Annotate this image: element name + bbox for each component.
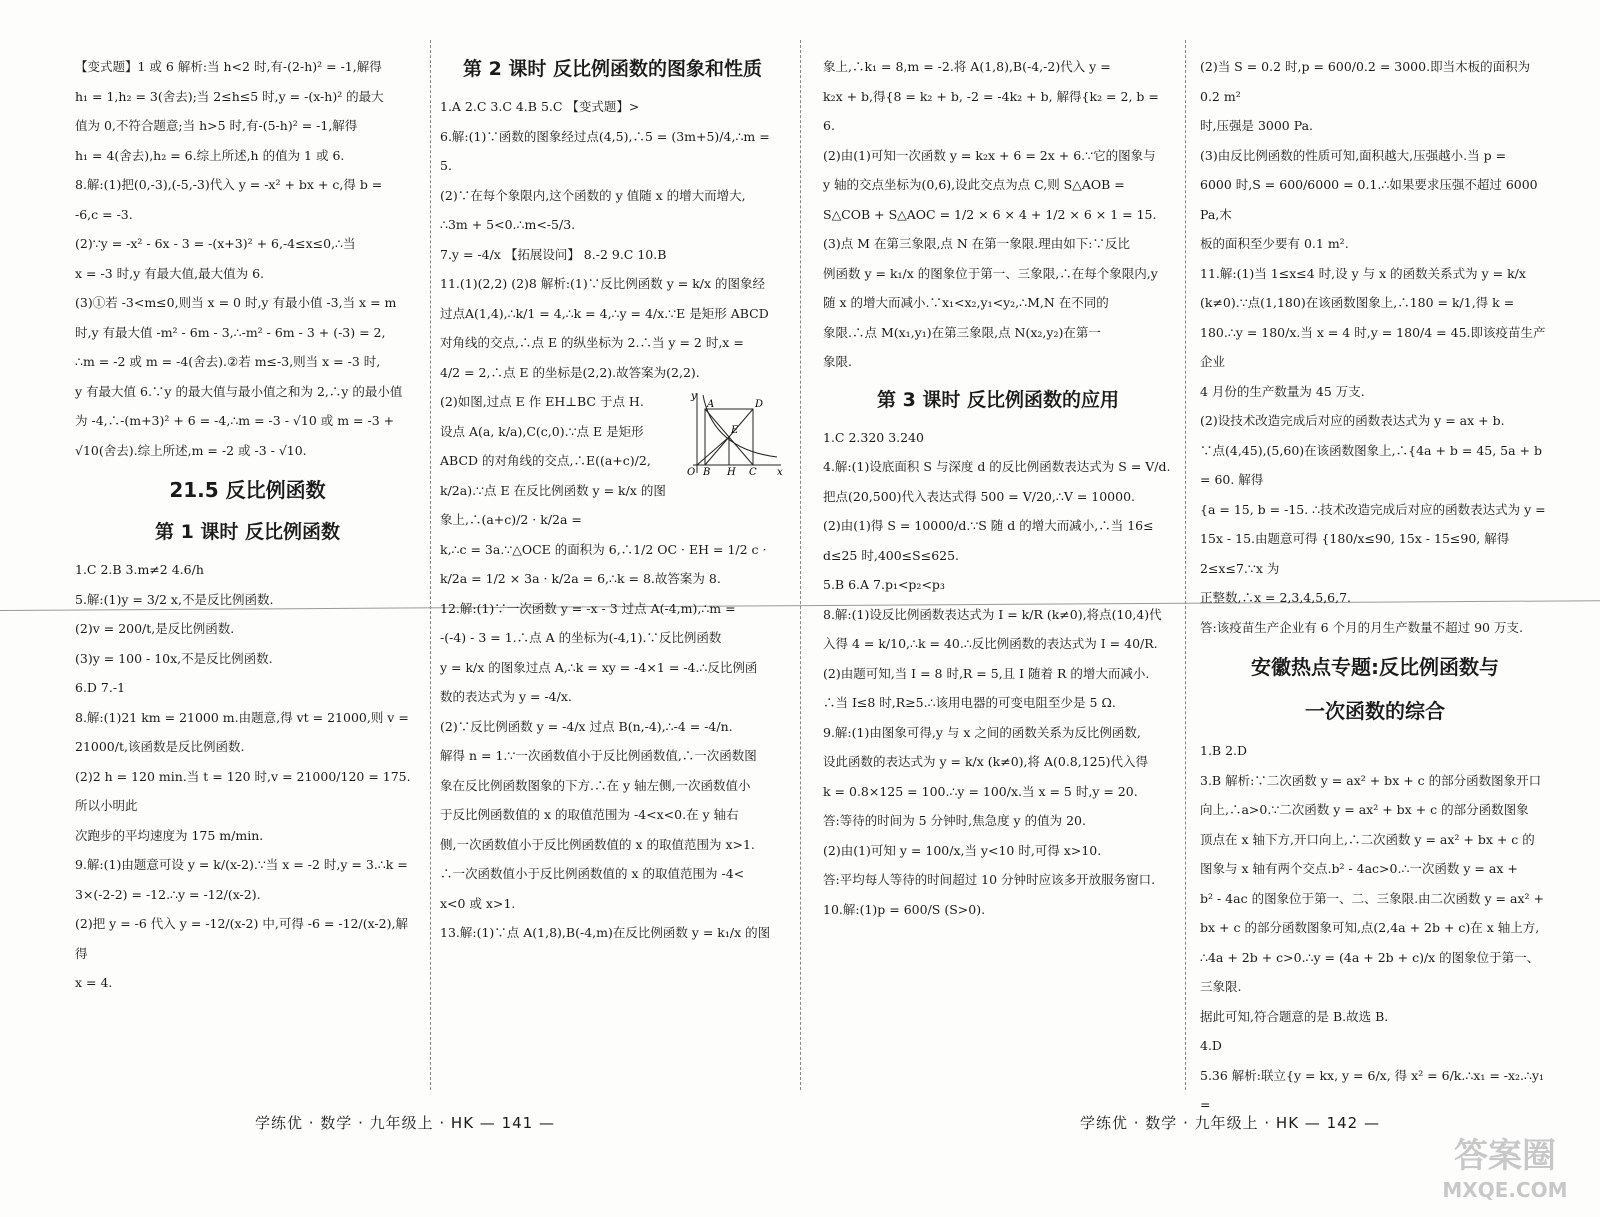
text-line: -6,c = -3. [75,206,133,222]
text-line: 设此函数的表达式为 y = k/x (k≠0),将 A(0.8,125)代入得 [823,754,1148,769]
text-line: k/2a = 1/2 × 3a · k/2a = 6,∴k = 8.故答案为 8. [440,571,721,586]
text-line: 3×(-2-2) = -12.∴y = -12/(x-2). [75,886,261,902]
text-line: 8.解:(1)设反比例函数表达式为 I = k/R (k≠0),将点(10,4)代 [823,606,1162,622]
text-line: ∴一次函数值小于反比例函数值的 x 的取值范围为 -4< [440,866,745,881]
text-line: (2)把 y = -6 代入 y = -12/(x-2) 中,可得 -6 = -12/(x-2),解得 [75,916,408,961]
lesson-title: 第 3 课时 反比例函数的应用 [876,388,1120,411]
text-line: S△COB + S△AOC = 1/2 × 6 × 4 + 1/2 × 6 × 1 = 15. [823,206,1157,222]
text-line: 解得 n = 1.∵一次函数值小于反比例函数值,∴一次函数图 [440,748,757,763]
text-line: bx + c 的部分函数图象可知,点(2,4a + 2b + c)在 x 轴上方, [1200,920,1540,935]
figure-label: x [777,467,783,477]
column-divider [430,40,431,1090]
text-line: (3)①若 -3<m≤0,则当 x = 0 时,y 有最小值 -3,当 x = m [75,295,397,310]
text-line: 时,压强是 3000 Pa. [1200,118,1314,133]
text-line: 8.解:(1)21 km = 21000 m.由题意,得 vt = 21000,则 v = [75,709,409,725]
column-2 [440,52,785,948]
text-line: 据此可知,符合题意的是 B.故选 B. [1200,1008,1389,1024]
text-line: 4.D [1200,1038,1222,1053]
text-line: 象上,∴k₁ = 8,m = -2.将 A(1,8),B(-4,-2)代入 y = [823,59,1111,74]
text-line: x = 4. [75,975,113,990]
text-line: 顶点在 x 轴下方,开口向上,∴二次函数 y = ax² + bx + c 的 [1200,831,1535,847]
text-line: (3)点 M 在第三象限,点 N 在第一象限.理由如下:∵反比 [823,236,1130,251]
text-line: 数的表达式为 y = -4/x. [440,689,572,704]
text-line: 答:等待的时间为 5 分钟时,焦急度 y 的值为 20. [823,813,1086,828]
figure-label: H [727,467,736,477]
watermark-logo [1420,1125,1590,1205]
text-line: 答:该疫苗生产企业有 6 个月的月生产数量不超过 90 万支. [1200,619,1523,635]
text-line: 正整数,∴x = 2,3,4,5,6,7. [1200,590,1352,605]
figure-label: B [703,467,711,477]
text-line: 次跑步的平均速度为 175 m/min. [75,827,264,843]
figure-label: A [707,399,715,410]
text-line: 21000/t,该函数是反比例函数. [75,739,245,754]
text-line: 15x - 15.由题意可得 {180/x≤90, 15x - 15≤90, 解得 2≤x≤7.∵x 为 [1200,531,1510,576]
text-line: 9.解:(1)由图象可得,y 与 x 之间的函数关系为反比例函数, [823,724,1141,740]
text-line: 11.解:(1)当 1≤x≤4 时,设 y 与 x 的函数关系式为 y = k/x [1200,265,1526,281]
text-line: 为 -4,∴-(m+3)² + 6 = -4,∴m = -3 - √10 或 m = -3 + [75,413,395,428]
text-line: 【变式题】1 或 6 解析:当 h<2 时,有-(2-h)² = -1,解得 [75,59,382,74]
text-line: (2)∵y = -x² - 6x - 3 = -(x+3)² + 6,-4≤x≤0,∴当 [75,236,356,251]
section-title: 安徽热点专题:反比例函数与 [1251,655,1499,679]
figure-label: E [731,425,739,436]
text-line: x<0 或 x>1. [440,895,516,911]
figure-stroke [697,437,729,465]
column-divider [800,40,801,1090]
text-line: (2)v = 200/t,是反比例函数. [75,621,235,636]
text-line: h₁ = 4(舍去),h₂ = 6.综上所述,h 的值为 1 或 6. [75,147,345,163]
text-line: y 轴的交点坐标为(0,6),设此交点为点 C,则 S△AOB = [823,177,1125,192]
text-line: 时,y 有最大值 -m² - 6m - 3,∴-m² - 6m - 3 + (-3) = 2, [75,324,386,340]
figure-label: O [687,467,696,477]
text-line: 4.解:(1)设底面积 S 与深度 d 的反比例函数表达式为 S = V/d. [823,459,1171,474]
lesson-title: 第 1 课时 反比例函数 [154,521,341,543]
text-line: 1.A 2.C 3.C 4.B 5.C 【变式题】> [440,99,640,114]
text-line: 对角线的交点,∴点 E 的纵坐标为 2.∴当 y = 2 时,x = [440,335,744,350]
text-line: (3)由反比例函数的性质可知,面积越大,压强越小.当 p = [1200,147,1507,163]
text-line: (2)由(1)可知 y = 100/x,当 y<10 时,可得 x>10. [823,842,1102,858]
text-line: ∴m = -2 或 m = -4(舍去).②若 m≤-3,则当 x = -3 时, [75,354,381,369]
text-line: 11.(1)(2,2) (2)8 解析:(1)∵反比例函数 y = k/x 的图象经 [440,276,766,291]
text-line: 象在反比例函数图象的下方.∴在 y 轴左侧,一次函数值小 [440,777,751,793]
text-line: 设点 A(a, k/a),C(c,0).∵点 E 是矩形 [440,423,644,439]
text-line: 随 x 的增大而减小.∵x₁<x₂,y₁<y₂,∴M,N 在不同的 [823,295,1109,310]
column-1 [75,52,420,998]
text-line: 13.解:(1)∵点 A(1,8),B(-4,m)在反比例函数 y = k₁/x 的图 [440,925,771,940]
text-line: (2)∵在每个象限内,这个函数的 y 值随 x 的增大而增大, [440,187,746,203]
text-line: 把点(20,500)代入表达式得 500 = V/20,∴V = 10000. [823,488,1135,504]
text-line: 9.解:(1)由题意可设 y = k/(x-2).∵当 x = -2 时,y = 3.∴k = [75,857,408,872]
text-line: (2)由题可知,当 I = 8 时,R = 5,且 I 随着 R 的增大而减小. [823,665,1150,681]
text-line: (2)当 S = 0.2 时,p = 600/0.2 = 3000.即当木板的面积为 0.2 m² [1200,59,1531,104]
text-line: 180.∴y = 180/x.当 x = 4 时,y = 180/4 = 45.即该疫苗生产企业 [1200,324,1546,369]
lesson-title: 第 2 课时 反比例函数的图象和性质 [462,58,763,80]
text-line: (2)由(1)可知一次函数 y = k₂x + 6 = 2x + 6.∵它的图象与 [823,147,1156,163]
text-line: y = k/x 的图象过点 A,∴k = xy = -4×1 = -4.∴反比例函 [440,659,758,675]
text-line: 5.解:(1)y = 3/2 x,不是反比例函数. [75,591,274,607]
text-line: 6000 时,S = 600/6000 = 0.1.∴如果要求压强不超过 6000 Pa,木 [1200,177,1538,222]
text-line: y 有最大值 6.∵y 的最大值与最小值之和为 2,∴y 的最小值 [75,383,403,399]
text-line: 4 月份的生产数量为 45 万支. [1200,383,1365,399]
text-line: ∴3m + 5<0.∴m<-5/3. [440,217,576,232]
text-line: 8.解:(1)把(0,-3),(-5,-3)代入 y = -x² + bx + c,得 b = [75,177,383,192]
text-line: 板的面积至少要有 0.1 m². [1200,236,1349,251]
column-3 [823,52,1173,924]
text-line: ∴4a + 2b + c>0.∴y = (4a + 2b + c)/x 的图象位于第一、三象限. [1200,949,1540,994]
figure-label: y [691,391,697,402]
text-line: ∵点(4,45),(5,60)在该函数图象上,∴{4a + b = 45, 5a + b = 60. 解得 [1200,442,1542,487]
text-line: 5.36 解析:联立{y = kx, y = 6/x, 得 x² = 6/k.∴x₁ = -x₂.∴y₁ = [1200,1067,1545,1112]
text-line: 侧,一次函数值小于反比例函数值的 x 的取值范围为 x>1. [440,836,755,852]
text-line: √10(舍去).综上所述,m = -2 或 -3 - √10. [75,442,307,458]
text-line: d≤25 时,400≤S≤625. [823,547,960,563]
text-line: 入得 4 = k/10,∴k = 40.∴反比例函数的表达式为 I = 40/R. [823,636,1158,651]
page-footer-left: 学练优 · 数学 · 九年级上 · HK — 141 — [255,1114,555,1132]
text-line: 1.C 2.320 3.240 [823,429,925,445]
text-line: 4/2 = 2,∴点 E 的坐标是(2,2).故答案为(2,2). [440,364,700,380]
text-line: (k≠0).∵点(1,180)在该函数图象上,∴180 = k/1,得 k = [1200,295,1515,310]
watermark-bottom: MXQE.COM [1442,1178,1568,1202]
text-line: k₂x + b,得{8 = k₂ + b, -2 = -4k₂ + b, 解得{k₂ = 2, b = 6. [823,88,1159,133]
text-line: 答:平均每人等待的时间超过 10 分钟时应该多开放服务窗口. [823,872,1156,887]
text-line: 6.D 7.-1 [75,680,126,695]
text-line: 图象与 x 轴有两个交点.b² - 4ac>0.∴一次函数 y = ax + [1200,861,1518,876]
text-line: 值为 0,不符合题意;当 h>5 时,有-(5-h)² = -1,解得 [75,118,358,133]
text-line: (2)设技术改造完成后对应的函数表达式为 y = ax + b. [1200,413,1505,428]
page-footer-right: 学练优 · 数学 · 九年级上 · HK — 142 — [1080,1114,1380,1132]
text-line: h₁ = 1,h₂ = 3(舍去);当 2≤h≤5 时,y = -(x-h)² 的最大 [75,88,384,104]
section-title: 21.5 反比例函数 [169,478,326,502]
text-line: k = 0.8×125 = 100.∴y = 100/x.当 x = 5 时,y = 20. [823,783,1138,799]
text-line: -(-4) - 3 = 1.∴点 A 的坐标为(-4,1).∵反比例函数 [440,630,722,645]
text-line: 5.B 6.A 7.p₁<p₂<p₃ [823,577,945,592]
figure-label: C [749,467,757,477]
watermark-top: 答案圈 [1454,1136,1556,1176]
figure-label: D [755,399,764,410]
text-line: (2)如图,过点 E 作 EH⊥BC 于点 H. [440,394,644,409]
text-line: 1.C 2.B 3.m≠2 4.6/h [75,562,204,577]
text-line: 10.解:(1)p = 600/S (S>0). [823,901,986,917]
section-title: 一次函数的综合 [1305,699,1445,723]
text-line: ∴当 I≤8 时,R≥5.∴该用电器的可变电阻至少是 5 Ω. [823,695,1116,710]
text-line: x = -3 时,y 有最大值,最大值为 6. [75,265,265,281]
text-line: 3.B 解析:∵二次函数 y = ax² + bx + c 的部分函数图象开口 [1200,772,1542,788]
text-line: (2)2 h = 120 min.当 t = 120 时,v = 21000/120 = 175.所以小明此 [75,768,411,813]
text-line: b² - 4ac 的图象位于第一、二、三象限.由二次函数 y = ax² + [1200,890,1544,906]
column-4 [1200,52,1550,1120]
text-line: 过点A(1,4),∴k/1 = 4,∴k = 4,∴y = 4/x.∵E 是矩形 ABCD [440,305,769,321]
text-line: 向上,∴a>0.∵二次函数 y = ax² + bx + c 的部分函数图象 [1200,802,1529,817]
text-line: 1.B 2.D [1200,743,1248,758]
text-line: (2)∵反比例函数 y = -4/x 过点 B(n,-4),∴-4 = -4/n. [440,718,733,734]
text-line: ABCD 的对角线的交点,∴E((a+c)/2, [440,453,651,468]
text-line: (3)y = 100 - 10x,不是反比例函数. [75,650,273,666]
text-line: 象限. [823,354,852,369]
text-line: 象限.∴点 M(x₁,y₁)在第三象限,点 N(x₂,y₂)在第一 [823,324,1101,340]
text-line: 6.解:(1)∵函数的图象经过点(4,5),∴5 = (3m+5)/4,∴m = 5. [440,128,770,173]
text-line: {a = 15, b = -15. ∴技术改造完成后对应的函数表达式为 y = [1200,501,1546,517]
text-line: 12.解:(1)∵一次函数 y = -x - 3 过点 A(-4,m),∴m = [440,600,736,616]
text-line: 例函数 y = k₁/x 的图象位于第一、三象限,∴在每个象限内,y [823,265,1158,281]
rectangle-hyperbola-figure [685,389,785,477]
text-line: k,∴c = 3a.∵△OCE 的面积为 6,∴1/2 OC · EH = 1/2 c · [440,541,767,557]
text-line: (2)由(1)得 S = 10000/d.∵S 随 d 的增大而减小,∴当 16≤ [823,518,1154,533]
column-divider [1185,40,1186,1090]
text-line: 于反比例函数值的 x 的取值范围为 -4<x<0.在 y 轴右 [440,807,739,822]
text-line: k/2a).∵点 E 在反比例函数 y = k/x 的图象上,∴(a+c)/2 · k/2a = [440,482,666,527]
text-line: 7.y = -4/x 【拓展设问】 8.-2 9.C 10.B [440,246,667,262]
